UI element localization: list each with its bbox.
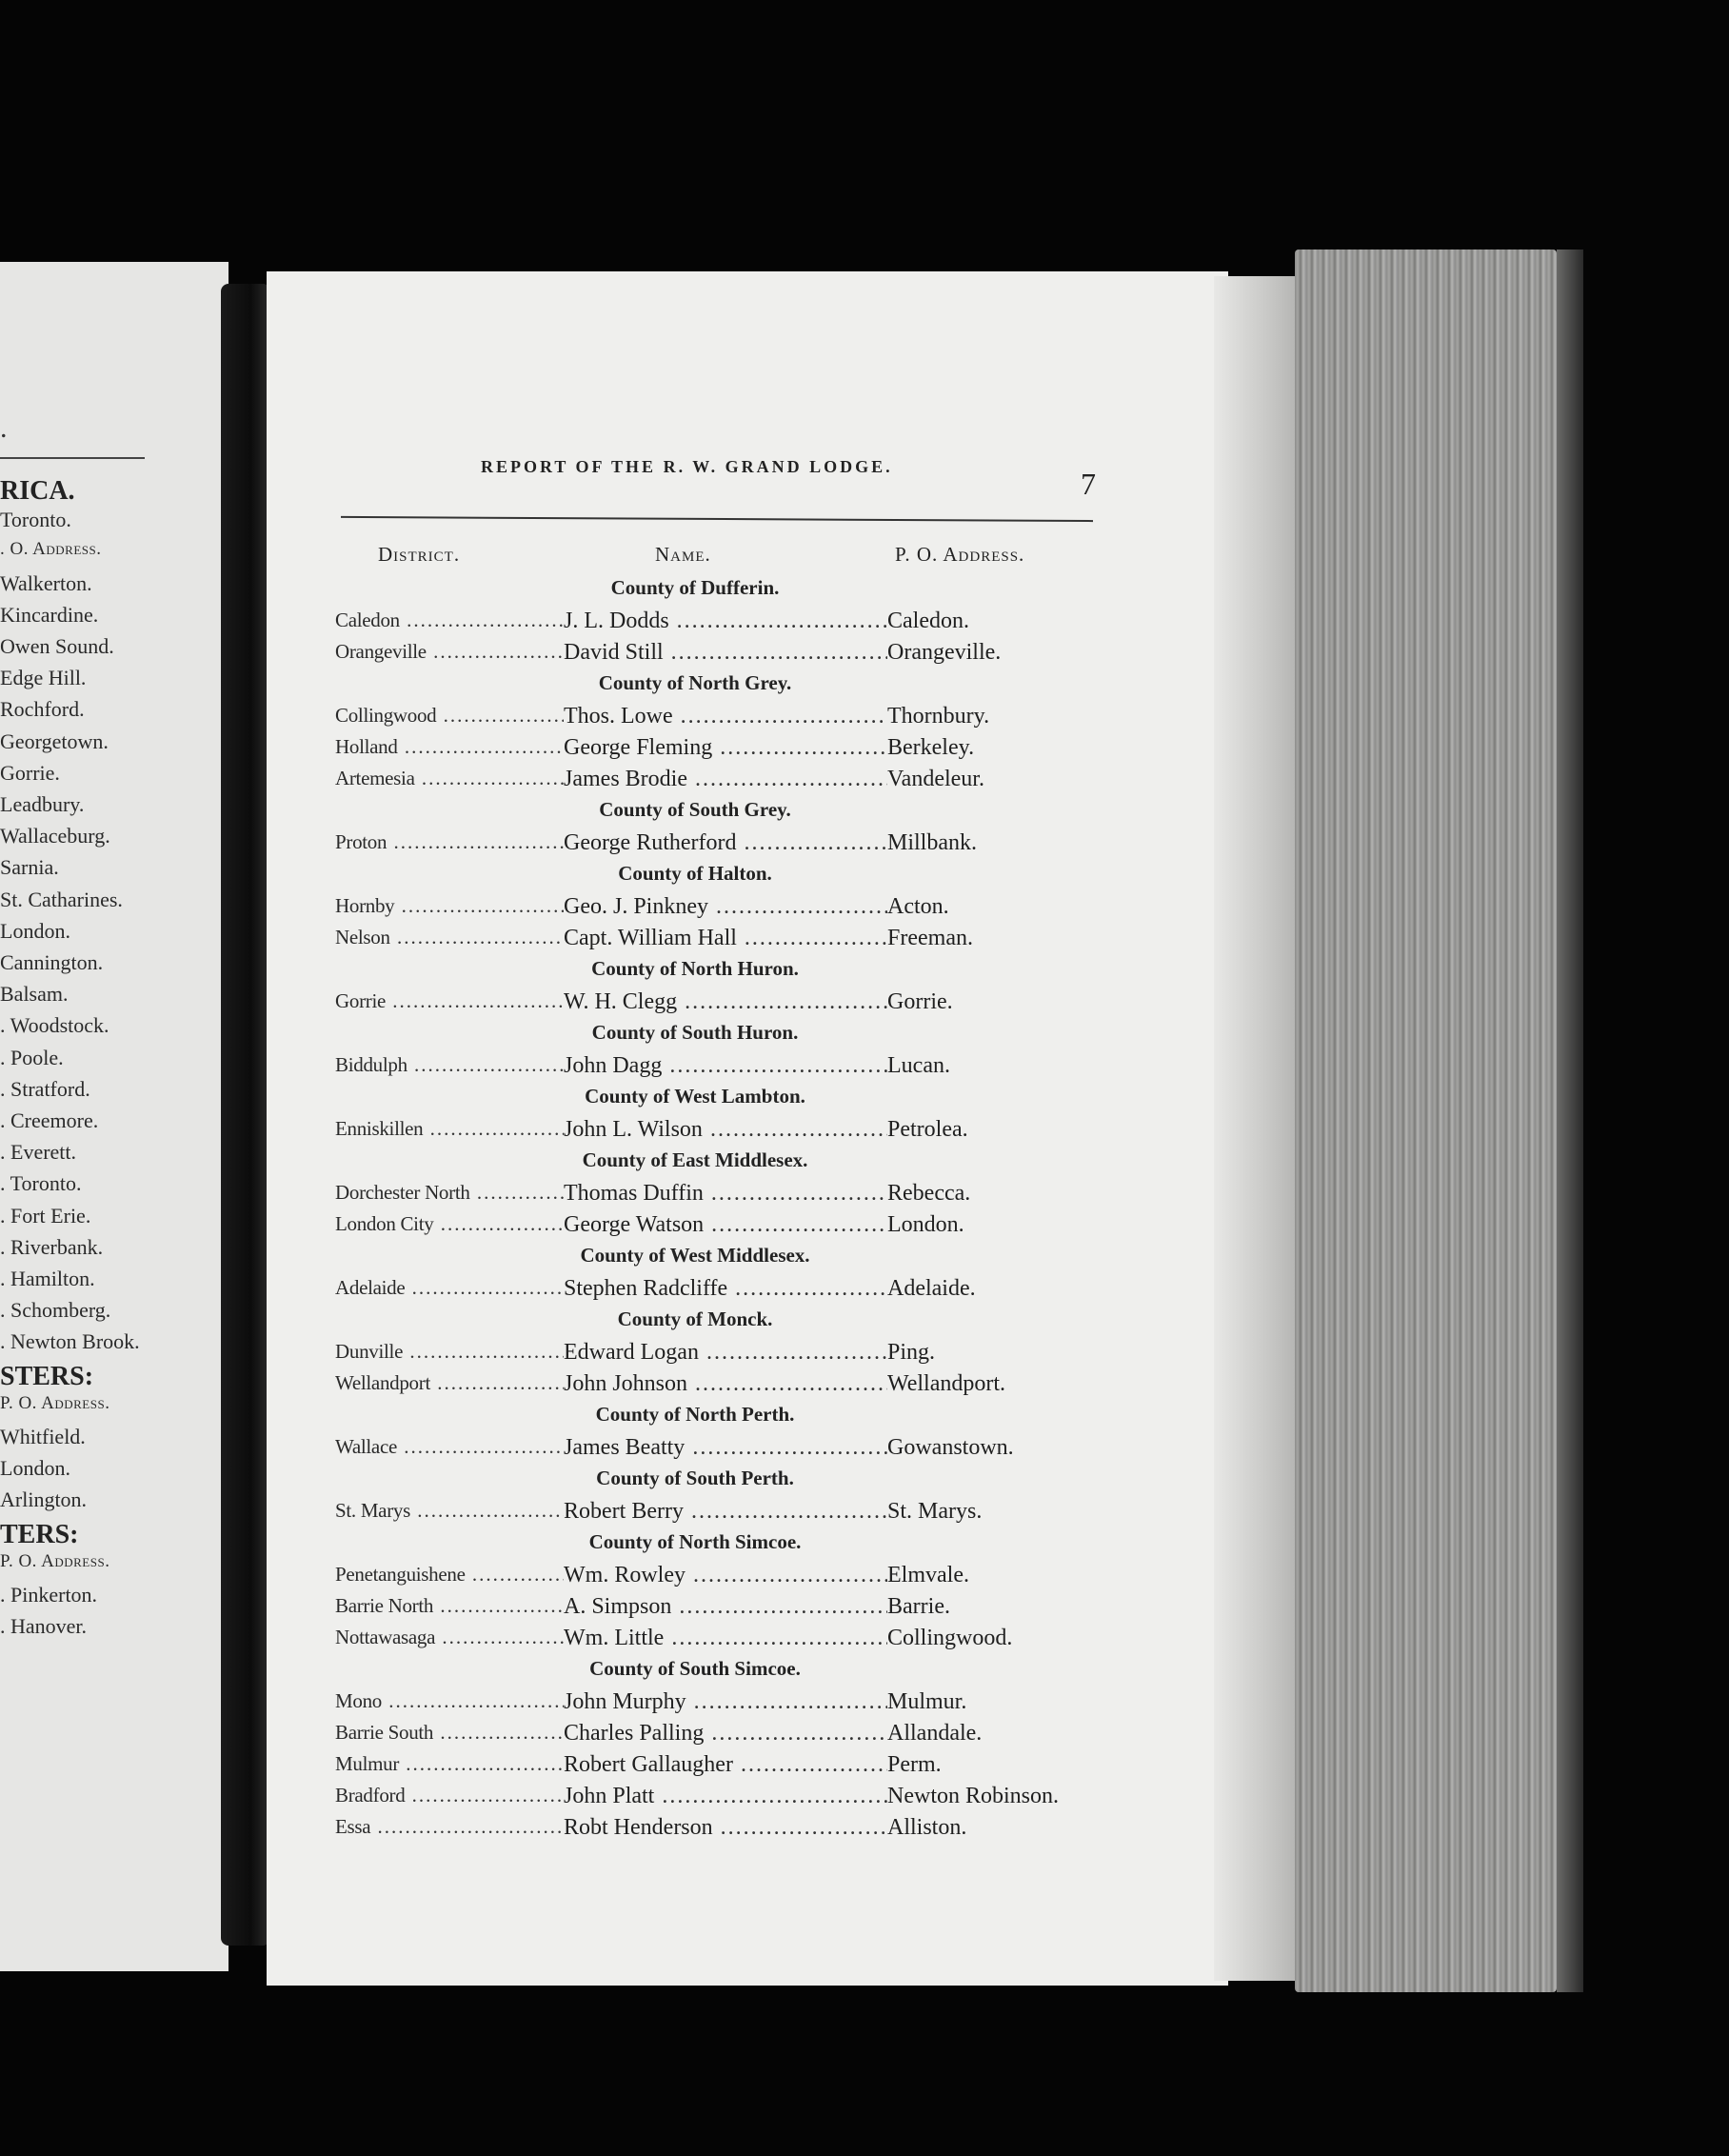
left-page-line: Edge Hill.	[0, 666, 87, 690]
left-page-line: . Woodstock.	[0, 1013, 109, 1038]
county-heading: County of West Middlesex.	[580, 1244, 810, 1267]
district-name: Collingwood .....	[335, 704, 564, 728]
lodge-entry	[335, 1689, 1154, 1718]
deputy-name: Robt Henderson .....	[564, 1815, 887, 1841]
left-page-line: . Fort Erie.	[0, 1203, 91, 1228]
left-page-line: . Poole.	[0, 1045, 64, 1069]
column-header-address: P. O. Address.	[895, 543, 1025, 566]
lodge-entry	[335, 1594, 1154, 1623]
po-address: Freeman.	[887, 926, 973, 950]
left-page-line: . Toronto.	[0, 1171, 82, 1196]
po-address: Newton Robinson.	[887, 1784, 1059, 1808]
district-name: Artemesia .....	[335, 767, 564, 790]
deputy-name: Wm. Little .....	[564, 1626, 887, 1651]
po-address: Caledon.	[887, 609, 969, 633]
lodge-entry	[335, 989, 1154, 1018]
po-address: Thornbury.	[887, 704, 990, 729]
lodge-entry	[335, 1626, 1154, 1654]
county-heading: County of North Perth.	[595, 1403, 795, 1426]
po-address: Allandale.	[887, 1721, 983, 1746]
district-name: Wallace .....	[335, 1435, 564, 1459]
district-name: Holland .....	[335, 735, 564, 759]
county-heading: County of North Simcoe.	[588, 1530, 802, 1553]
po-address: St. Marys.	[887, 1499, 983, 1524]
po-address: Acton.	[887, 894, 949, 919]
left-page-line: . Hanover.	[0, 1614, 88, 1639]
deputy-name: George Fleming .....	[564, 735, 887, 761]
lodge-entry	[335, 1117, 1154, 1146]
left-page-line: Georgetown.	[0, 729, 109, 753]
lodge-entry	[335, 1212, 1154, 1241]
district-name: Mono .....	[335, 1689, 564, 1713]
po-address: Wellandport.	[887, 1371, 1006, 1396]
deputy-name: James Brodie .....	[564, 767, 887, 792]
po-address: Lucan.	[887, 1053, 950, 1078]
left-page-line: . O. Address.	[0, 539, 102, 560]
po-address: London.	[887, 1212, 964, 1237]
deputy-name: J. L. Dodds .....	[564, 609, 887, 634]
po-address: Elmvale.	[887, 1563, 969, 1587]
deputy-name: Thos. Lowe .....	[564, 704, 887, 729]
district-name: Enniskillen .....	[335, 1117, 564, 1141]
po-address: Gowanstown.	[887, 1435, 1014, 1460]
left-page-line: Kincardine.	[0, 602, 99, 627]
left-page-line: London.	[0, 918, 70, 943]
deputy-name: Charles Palling .....	[564, 1721, 887, 1747]
county-heading: County of South Grey.	[599, 798, 791, 821]
po-address: Gorrie.	[887, 989, 953, 1014]
deputy-name: John Platt .....	[564, 1784, 887, 1809]
lodge-entry	[335, 1784, 1154, 1812]
left-page-line: Owen Sound.	[0, 634, 114, 658]
left-page	[0, 262, 229, 1971]
lodge-entry	[335, 1053, 1154, 1082]
left-page-line: Sarnia.	[0, 855, 59, 880]
page-edge-shade	[1214, 276, 1304, 1981]
left-page-heading: STERS:	[0, 1361, 94, 1391]
deputy-name: John L. Wilson .....	[564, 1117, 887, 1143]
deputy-name: W. H. Clegg .....	[564, 989, 887, 1015]
deputy-name: Geo. J. Pinkney .....	[564, 894, 887, 920]
county-heading: County of Dufferin.	[610, 576, 780, 599]
county-heading: County of South Simcoe.	[589, 1657, 801, 1680]
district-name: Proton .....	[335, 830, 564, 854]
left-page-line: . Creemore.	[0, 1108, 99, 1132]
left-page-line: . Schomberg.	[0, 1298, 111, 1323]
left-page-line: Rochford.	[0, 697, 85, 722]
lodge-entry	[335, 894, 1154, 923]
left-page-line: Whitfield.	[0, 1425, 86, 1448]
lodge-entry	[335, 1752, 1154, 1781]
left-page-line: . Riverbank.	[0, 1234, 104, 1259]
district-name: Orangeville .....	[335, 640, 564, 664]
left-page-line: St. Catharines.	[0, 887, 123, 911]
lodge-entry	[335, 1563, 1154, 1591]
county-heading: County of West Lambton.	[585, 1085, 805, 1108]
district-name: Adelaide .....	[335, 1276, 564, 1300]
deputy-name: John Murphy .....	[564, 1689, 887, 1715]
po-address: Mulmur.	[887, 1689, 967, 1714]
deputy-name: Robert Gallaugher .....	[564, 1752, 887, 1778]
county-heading: County of Monck.	[617, 1308, 773, 1330]
left-page-line: Balsam.	[0, 982, 69, 1007]
left-page-heading: RICA.	[0, 476, 75, 506]
district-name: Wellandport .....	[335, 1371, 564, 1395]
left-page-mark: .	[0, 412, 8, 444]
left-page-line: Cannington.	[0, 950, 104, 974]
district-name: Essa .....	[335, 1815, 564, 1839]
deputy-name: Robert Berry .....	[564, 1499, 887, 1525]
book-page-edges	[1295, 250, 1557, 1992]
po-address: Barrie.	[887, 1594, 950, 1619]
left-page-line: . Hamilton.	[0, 1267, 95, 1290]
district-name: Mulmur .....	[335, 1752, 564, 1776]
po-address: Ping.	[887, 1340, 936, 1365]
district-name: Dunville .....	[335, 1340, 564, 1364]
district-name: St. Marys .....	[335, 1499, 564, 1523]
left-page-line: Arlington.	[0, 1487, 88, 1512]
lodge-entry	[335, 830, 1154, 859]
left-page-heading: TERS:	[0, 1519, 79, 1549]
deputy-name: Wm. Rowley .....	[564, 1563, 887, 1588]
left-page-line: . Pinkerton.	[0, 1583, 98, 1607]
district-name: Caledon .....	[335, 609, 564, 632]
deputy-name: Thomas Duffin .....	[564, 1181, 887, 1207]
po-address: Alliston.	[887, 1815, 967, 1840]
district-name: Hornby .....	[335, 894, 564, 918]
left-page-line: P. O. Address.	[0, 1550, 110, 1571]
column-header-district: District.	[378, 543, 461, 566]
left-page-line: Leadbury.	[0, 792, 85, 816]
district-name: Barrie South .....	[335, 1721, 564, 1745]
book-cover-edge	[1557, 250, 1583, 1992]
left-page-line: London.	[0, 1456, 70, 1481]
district-name: Biddulph .....	[335, 1053, 564, 1077]
left-page-line: . Stratford.	[0, 1076, 90, 1101]
po-address: Millbank.	[887, 830, 977, 855]
lodge-entry	[335, 1276, 1154, 1305]
po-address: Vandeleur.	[887, 767, 984, 791]
deputy-name: A. Simpson .....	[564, 1594, 887, 1620]
left-page-line: . Everett.	[0, 1140, 77, 1165]
deputy-name: Capt. William Hall .....	[564, 926, 887, 951]
deputy-name: George Watson .....	[564, 1212, 887, 1238]
district-name: Barrie North .....	[335, 1594, 564, 1618]
lodge-entry	[335, 735, 1154, 764]
po-address: Rebecca.	[887, 1181, 971, 1206]
left-page-line: Walkerton.	[0, 570, 92, 595]
left-page-rule	[0, 457, 145, 459]
deputy-name: John Dagg .....	[564, 1053, 887, 1079]
lodge-entry	[335, 1499, 1154, 1527]
lodge-entry	[335, 704, 1154, 732]
district-name: Dorchester North .....	[335, 1181, 564, 1205]
county-heading: County of South Perth.	[596, 1467, 794, 1489]
page-header: REPORT OF THE R. W. GRAND LODGE.	[481, 457, 893, 476]
book-gutter	[221, 284, 270, 1946]
district-name: London City .....	[335, 1212, 564, 1236]
left-page-line: P. O. Address.	[0, 1392, 110, 1413]
lodge-entry	[335, 1340, 1154, 1368]
lodge-entry	[335, 1371, 1154, 1400]
po-address: Berkeley.	[887, 735, 975, 760]
column-header-name: Name.	[655, 543, 711, 566]
lodge-entry	[335, 1435, 1154, 1464]
lodge-entry	[335, 640, 1154, 669]
district-name: Gorrie .....	[335, 989, 564, 1013]
po-address: Perm.	[887, 1752, 942, 1777]
po-address: Petrolea.	[887, 1117, 968, 1142]
lodge-entry	[335, 767, 1154, 795]
county-heading: County of North Huron.	[591, 957, 799, 980]
deputy-name: David Still .....	[564, 640, 887, 666]
county-heading: County of South Huron.	[591, 1021, 799, 1044]
left-page-line: Toronto.	[0, 508, 71, 532]
deputy-name: Stephen Radcliffe .....	[564, 1276, 887, 1302]
lodge-entry	[335, 609, 1154, 637]
po-address: Adelaide.	[887, 1276, 976, 1301]
right-page	[267, 271, 1228, 1986]
lodge-entry	[335, 926, 1154, 954]
lodge-entry	[335, 1721, 1154, 1749]
left-page-line: Wallaceburg.	[0, 824, 110, 848]
deputy-name: James Beatty .....	[564, 1435, 887, 1461]
district-name: Penetanguishene .....	[335, 1563, 564, 1587]
county-heading: County of Halton.	[618, 862, 772, 885]
page-number: 7	[1081, 467, 1096, 501]
header-rule	[341, 516, 1093, 522]
deputy-name: George Rutherford .....	[564, 830, 887, 856]
deputy-name: John Johnson .....	[564, 1371, 887, 1397]
county-heading: County of East Middlesex.	[582, 1148, 808, 1171]
district-name: Nottawasaga .....	[335, 1626, 564, 1649]
po-address: Orangeville.	[887, 640, 1002, 665]
lodge-entry	[335, 1181, 1154, 1209]
district-name: Nelson .....	[335, 926, 564, 949]
po-address: Collingwood.	[887, 1626, 1013, 1650]
district-name: Bradford .....	[335, 1784, 564, 1807]
deputy-name: Edward Logan .....	[564, 1340, 887, 1366]
county-heading: County of North Grey.	[598, 671, 792, 694]
left-page-line: . Newton Brook.	[0, 1329, 140, 1354]
left-page-line: Gorrie.	[0, 760, 60, 785]
lodge-entry	[335, 1815, 1154, 1844]
